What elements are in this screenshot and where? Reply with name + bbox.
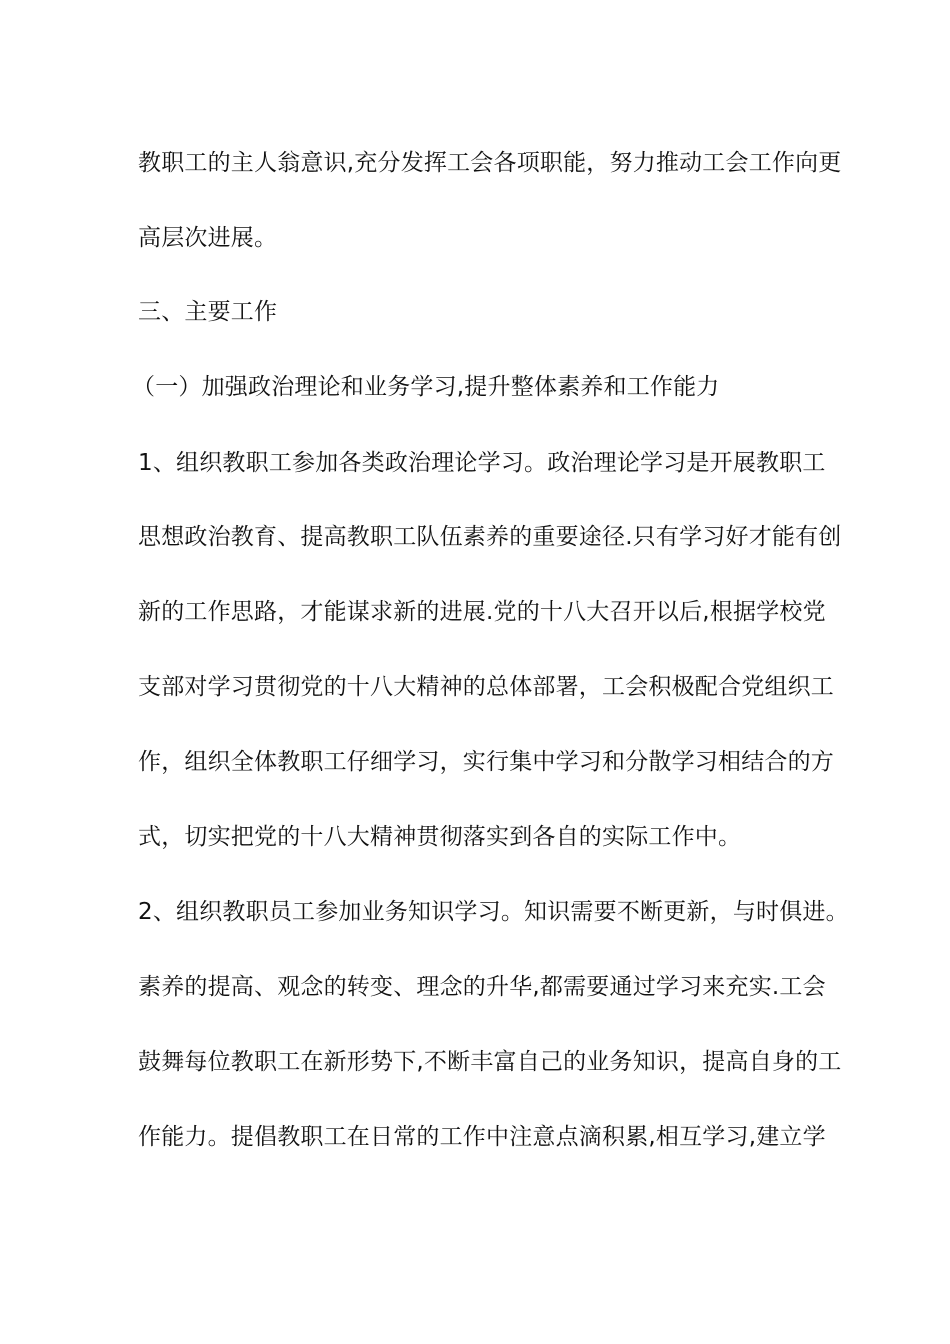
text-line: 作，组织全体教职工仔细学习，实行集中学习和分散学习相结合的方 (138, 749, 834, 775)
text-line: 式，切实把党的十八大精神贯彻落实到各自的实际工作中。 (138, 824, 742, 850)
subsection-heading: （一）加强政治理论和业务学习,提升整体素养和工作能力 (132, 374, 720, 400)
text-line: 2、组织教职员工参加业务知识学习。知识需要不断更新，与时俱进。 (138, 899, 849, 925)
text-line: 新的工作思路，才能谋求新的进展.党的十八大召开以后,根据学校党 (138, 599, 826, 625)
text-line: 教职工的主人翁意识,充分发挥工会各项职能，努力推动工会工作向更 (138, 150, 842, 176)
text-line: 鼓舞每位教职工在新形势下,不断丰富自己的业务知识，提高自身的工 (138, 1049, 842, 1075)
text-line: 支部对学习贯彻党的十八大精神的总体部署，工会积极配合党组织工 (138, 674, 834, 700)
text-line: 高层次进展。 (138, 225, 278, 251)
text-line: 素养的提高、观念的转变、理念的升华,都需要通过学习来充实.工会 (138, 974, 826, 1000)
text-line: 1、组织教职工参加各类政治理论学习。政治理论学习是开展教职工 (138, 450, 826, 476)
section-heading: 三、主要工作 (138, 299, 278, 325)
text-line: 思想政治教育、提高教职工队伍素养的重要途径.只有学习好才能有创 (138, 524, 842, 550)
text-line: 作能力。提倡教职工在日常的工作中注意点滴积累,相互学习,建立学 (138, 1124, 826, 1150)
